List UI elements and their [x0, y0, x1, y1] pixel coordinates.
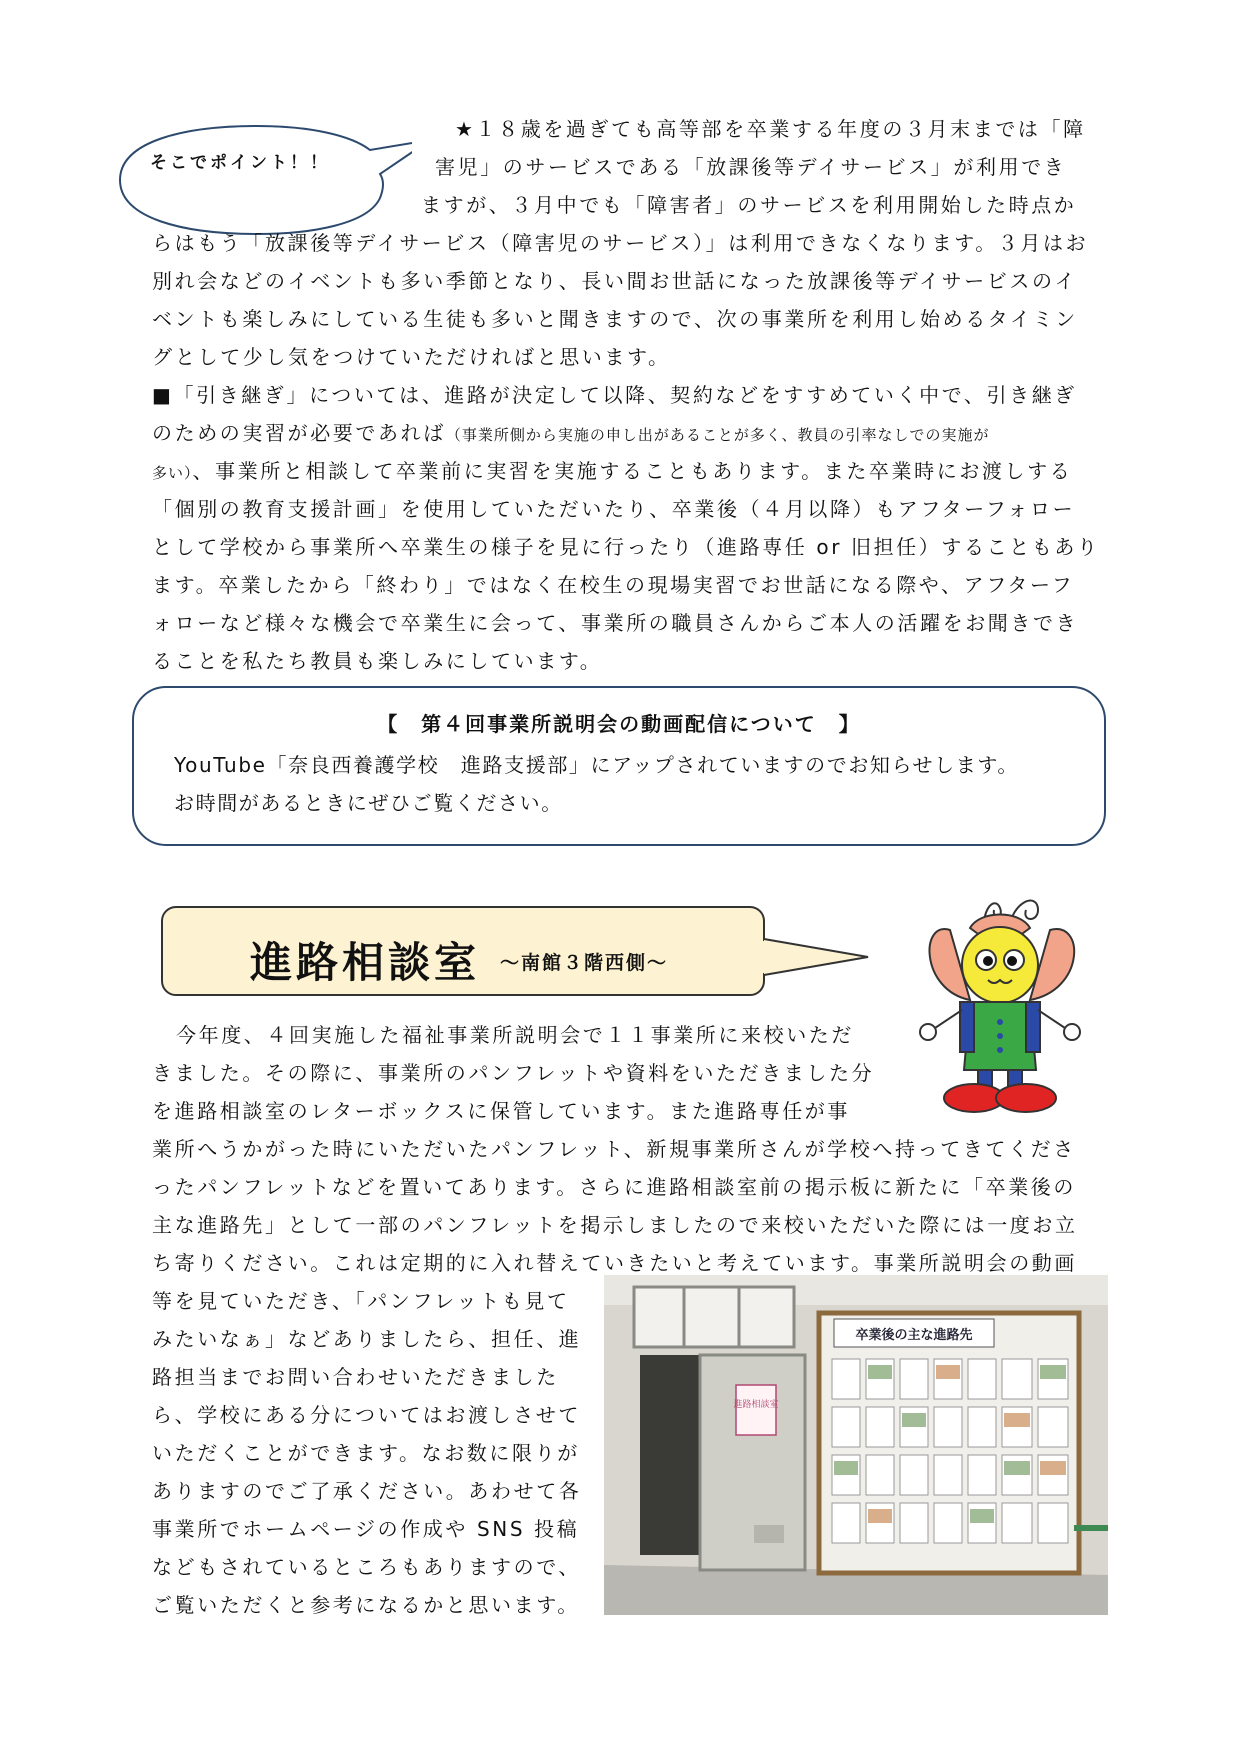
- text-line: 主な進路先」として一部のパンフレットを掲示しましたので来校いただいた際には一度お立: [152, 1213, 1078, 1237]
- small-note: （事業所側から実施の申し出があることが多く、教員の引率なしでの実施が: [445, 426, 990, 444]
- notice-line: YouTube「奈良西養護学校 進路支援部」にアップされていますのでお知らせします。: [174, 753, 1019, 777]
- paragraph-2: [152, 376, 1100, 680]
- text-line: などもされているところもありますので、: [152, 1555, 581, 1579]
- text-span: のための実習が必要であれば: [152, 421, 446, 445]
- text-line: [152, 414, 1097, 452]
- paragraph-1: [152, 224, 1097, 376]
- intro-line: 害児」のサービスである「放課後等デイサービス」が利用でき: [435, 155, 1067, 179]
- door-sign: 進路相談室: [733, 1400, 779, 1410]
- intro-line: ますが、３月中でも「障害者」のサービスを利用開始した時点か: [421, 193, 1077, 217]
- text-line: ォローなど様々な機会で卒業生に会って、事業所の職員さんからご本人の活躍をお聞きでき: [152, 611, 1079, 635]
- text-line: ベントも楽しみにしている生徒も多いと聞きますので、次の事業所を利用し始めるタイミン: [152, 307, 1078, 331]
- text-line: らはもう「放課後等デイサービス（障害児のサービス）」は利用できなくなります。３月はお: [152, 231, 1089, 255]
- section-title: 進路相談室: [250, 938, 481, 987]
- bulletin-board-photo: [604, 1275, 1108, 1615]
- text-line: 路担当までお問い合わせいただきました: [152, 1365, 559, 1389]
- intro-line: ★１８歳を過ぎても高等部を卒業する年度の３月末までは「障: [455, 117, 1086, 141]
- text-line: を進路相談室のレターボックスに保管しています。また進路専任が事: [152, 1099, 850, 1123]
- text-line: 「個別の教育支援計画」を使用していただいたり、卒業後（４月以降）もアフターフォロー: [152, 497, 1076, 521]
- point-bubble-label: そこでポイント！！: [150, 153, 330, 173]
- room-paragraph-left: [152, 1282, 592, 1624]
- section-subtitle: ～南館３階西側～: [500, 952, 669, 974]
- text-line: [152, 452, 1097, 490]
- text-line: ありますのでご了承ください。あわせて各: [152, 1479, 582, 1503]
- text-line: ることを私たち教員も楽しみにしています。: [152, 649, 603, 673]
- text-line: いただくことができます。なお数に限りが: [152, 1441, 580, 1465]
- text-line: きました。その際に、事業所のパンフレットや資料をいただきました分: [152, 1061, 875, 1085]
- text-line: として学校から事業所へ卒業生の様子を見に行ったり（進路専任 or 旧担任）することもあり: [152, 535, 1100, 559]
- text-span: 、事業所と相談して卒業前に実習を実施することもあります。また卒業時にお渡しする: [192, 459, 1073, 483]
- text-line: みたいなぁ」などありましたら、担任、進: [152, 1327, 582, 1351]
- video-notice-box: [132, 686, 1106, 846]
- text-line: グとして少し気をつけていただければと思います。: [152, 345, 671, 369]
- room-paragraph-narrow: [152, 1016, 875, 1130]
- text-line: ったパンフレットなどを置いてあります。さらに進路相談室前の掲示板に新たに「卒業後の: [152, 1175, 1076, 1199]
- text-line: 別れ会などのイベントも多い季節となり、長い間お世話になった放課後等デイサービスのイ: [152, 269, 1078, 293]
- text-line: ご覧いただくと参考になるかと思います。: [152, 1593, 580, 1617]
- text-line: ます。卒業したから「終わり」ではなく在校生の現場実習でお世話になる際や、アフターフ: [152, 573, 1075, 597]
- text-line: 事業所でホームページの作成や SNS 投稿: [152, 1517, 580, 1541]
- mascot-illustration: [900, 880, 1100, 1120]
- board-title: 卒業後の主な進路先: [855, 1328, 973, 1343]
- text-line: 今年度、４回実施した福祉事業所説明会で１１事業所に来校いただ: [176, 1023, 854, 1047]
- text-line: 業所へうかがった時にいただいたパンフレット、新規事業所さんが学校へ持ってきてくださ: [152, 1137, 1076, 1161]
- notice-title: 【 第４回事業所説明会の動画配信について 】: [377, 712, 861, 736]
- text-line: ち寄りください。これは定期的に入れ替えていきたいと考えています。事業所説明会の動画: [152, 1251, 1077, 1275]
- notice-line: お時間があるときにぜひご覧ください。: [174, 791, 563, 815]
- text-line: 等を見ていただき、「パンフレットも見て: [152, 1289, 570, 1313]
- intro-text: [421, 110, 1105, 224]
- text-line: ら、学校にある分についてはお渡しさせて: [152, 1403, 581, 1427]
- room-paragraph-full: [152, 1130, 1097, 1282]
- small-note: 多い）: [152, 464, 193, 482]
- text-line: ■「引き継ぎ」については、進路が決定して以降、契約などをすすめていく中で、引き継ぎ: [152, 383, 1077, 407]
